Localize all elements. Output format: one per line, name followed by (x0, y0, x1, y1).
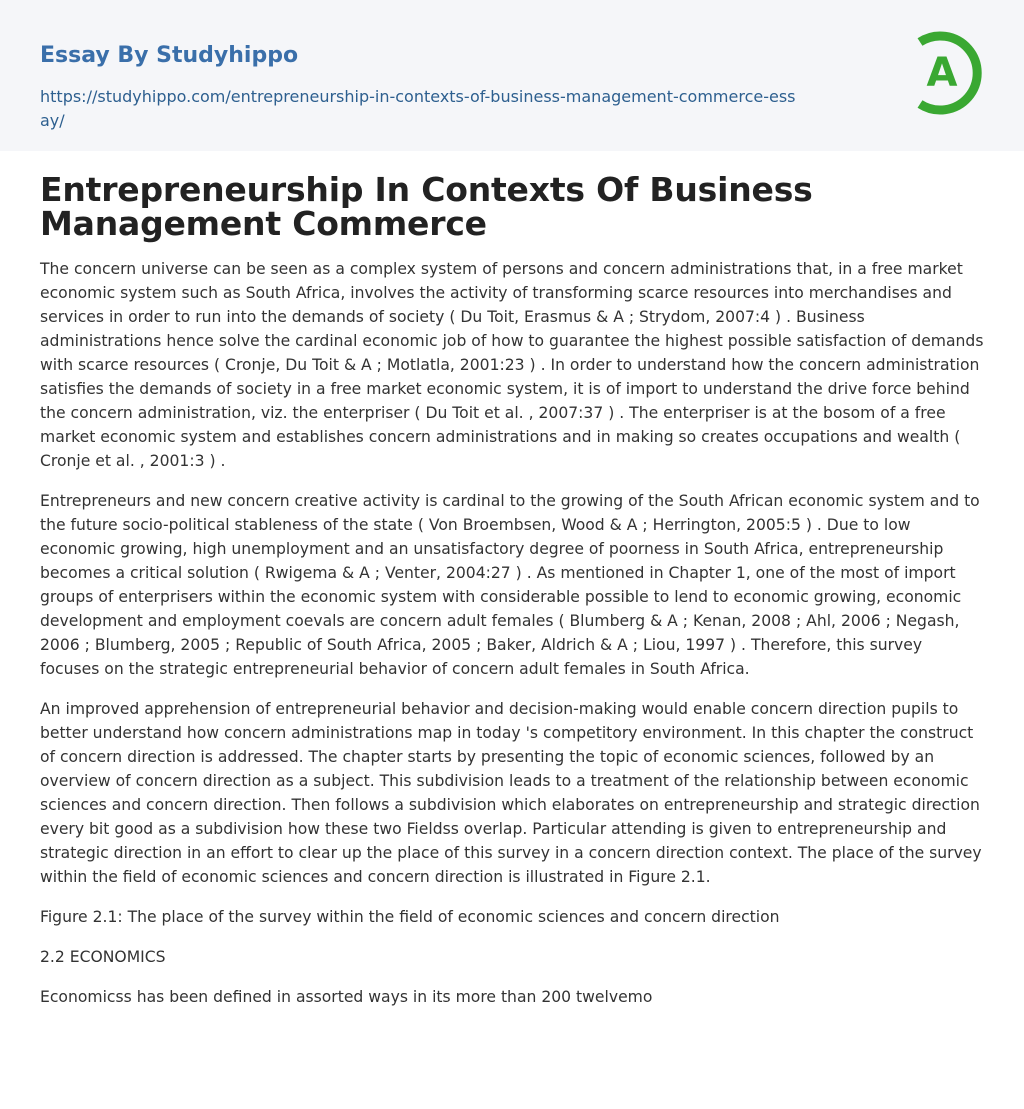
studyhippo-logo-icon[interactable] (896, 28, 986, 118)
essay-url-link[interactable]: https://studyhippo.com/entrepreneurship-in-contexts-of-business-management-commerce-essay/ (40, 87, 796, 130)
figure-caption: Figure 2.1: The place of the survey within the field of economic sciences and concern direction (40, 908, 780, 926)
paragraph: Entrepreneurs and new concern creative activity is cardinal to the growing of the South African economic system and to the future socio-political stableness of the state ( Von Broembsen, Wood & A ; Herrington, 2005:5 ) . Due to low economic growing, high unemployment and an unsatisfactory degree of poorness in South Africa, entrepreneurship becomes a critical solution ( Rwigema & A ; Venter, 2004:27 ) . As mentioned in Chapter 1, one of the most of import groups of enterprisers within the economic system with considerable possible to lend to economic growing, economic development and employment coevals are concern adult females ( Blumberg & A ; Kenan, 2008 ; Ahl, 2006 ; Negash, 2006 ; Blumberg, 2005 ; Republic of South Africa, 2005 ; Baker, Aldrich & A ; Liou, 1997 ) . Therefore, this survey focuses on the strategic entrepreneurial behavior of concern adult females in South Africa. (40, 492, 980, 678)
section-heading: 2.2 ECONOMICS (40, 948, 166, 966)
paragraph: Economicss has been defined in assorted ways in its more than 200 twelvemo (40, 988, 653, 1006)
paragraph: An improved apprehension of entrepreneurial behavior and decision-making would enable concern direction pupils to better understand how concern administrations map in today 's competitory environment. In this chapter the construct of concern direction is addressed. The chapter starts by presenting the topic of economic sciences, followed by an overview of concern direction as a subject. This subdivision leads to a treatment of the relationship between economic sciences and concern direction. Then follows a subdivision which elaborates on entrepreneurship and strategic direction every bit good as a subdivision how these two Fieldss overlap. Particular attending is given to entrepreneurship and strategic direction in an effort to clear up the place of this survey in a concern direction context. The place of the survey within the field of economic sciences and concern direction is illustrated in Figure 2.1. (40, 700, 982, 886)
logo-letter: A (926, 50, 958, 96)
site-brand[interactable]: Essay By Studyhippo (40, 43, 299, 68)
article (0, 170, 1024, 1009)
site-header (0, 0, 1024, 151)
paragraph: The concern universe can be seen as a complex system of persons and concern administrations that, in a free market economic system such as South Africa, involves the activity of transforming scarce resources into merchandises and services in order to run into the demands of society ( Du Toit, Erasmus & A ; Strydom, 2007:4 ) . Business administrations hence solve the cardinal economic job of how to guarantee the highest possible satisfaction of demands with scarce resources ( Cronje, Du Toit & A ; Motlatla, 2001:23 ) . In order to understand how the concern administration satisfies the demands of society in a free market economic system, it is of import to understand the drive force behind the concern administration, viz. the enterpriser ( Du Toit et al. , 2007:37 ) . The enterpriser is at the bosom of a free market economic system and establishes concern administrations and in making so creates occupations and wealth ( Cronje et al. , 2001:3 ) . (40, 260, 984, 470)
page-title: Entrepreneurship In Contexts Of Business Management Commerce (40, 170, 813, 243)
